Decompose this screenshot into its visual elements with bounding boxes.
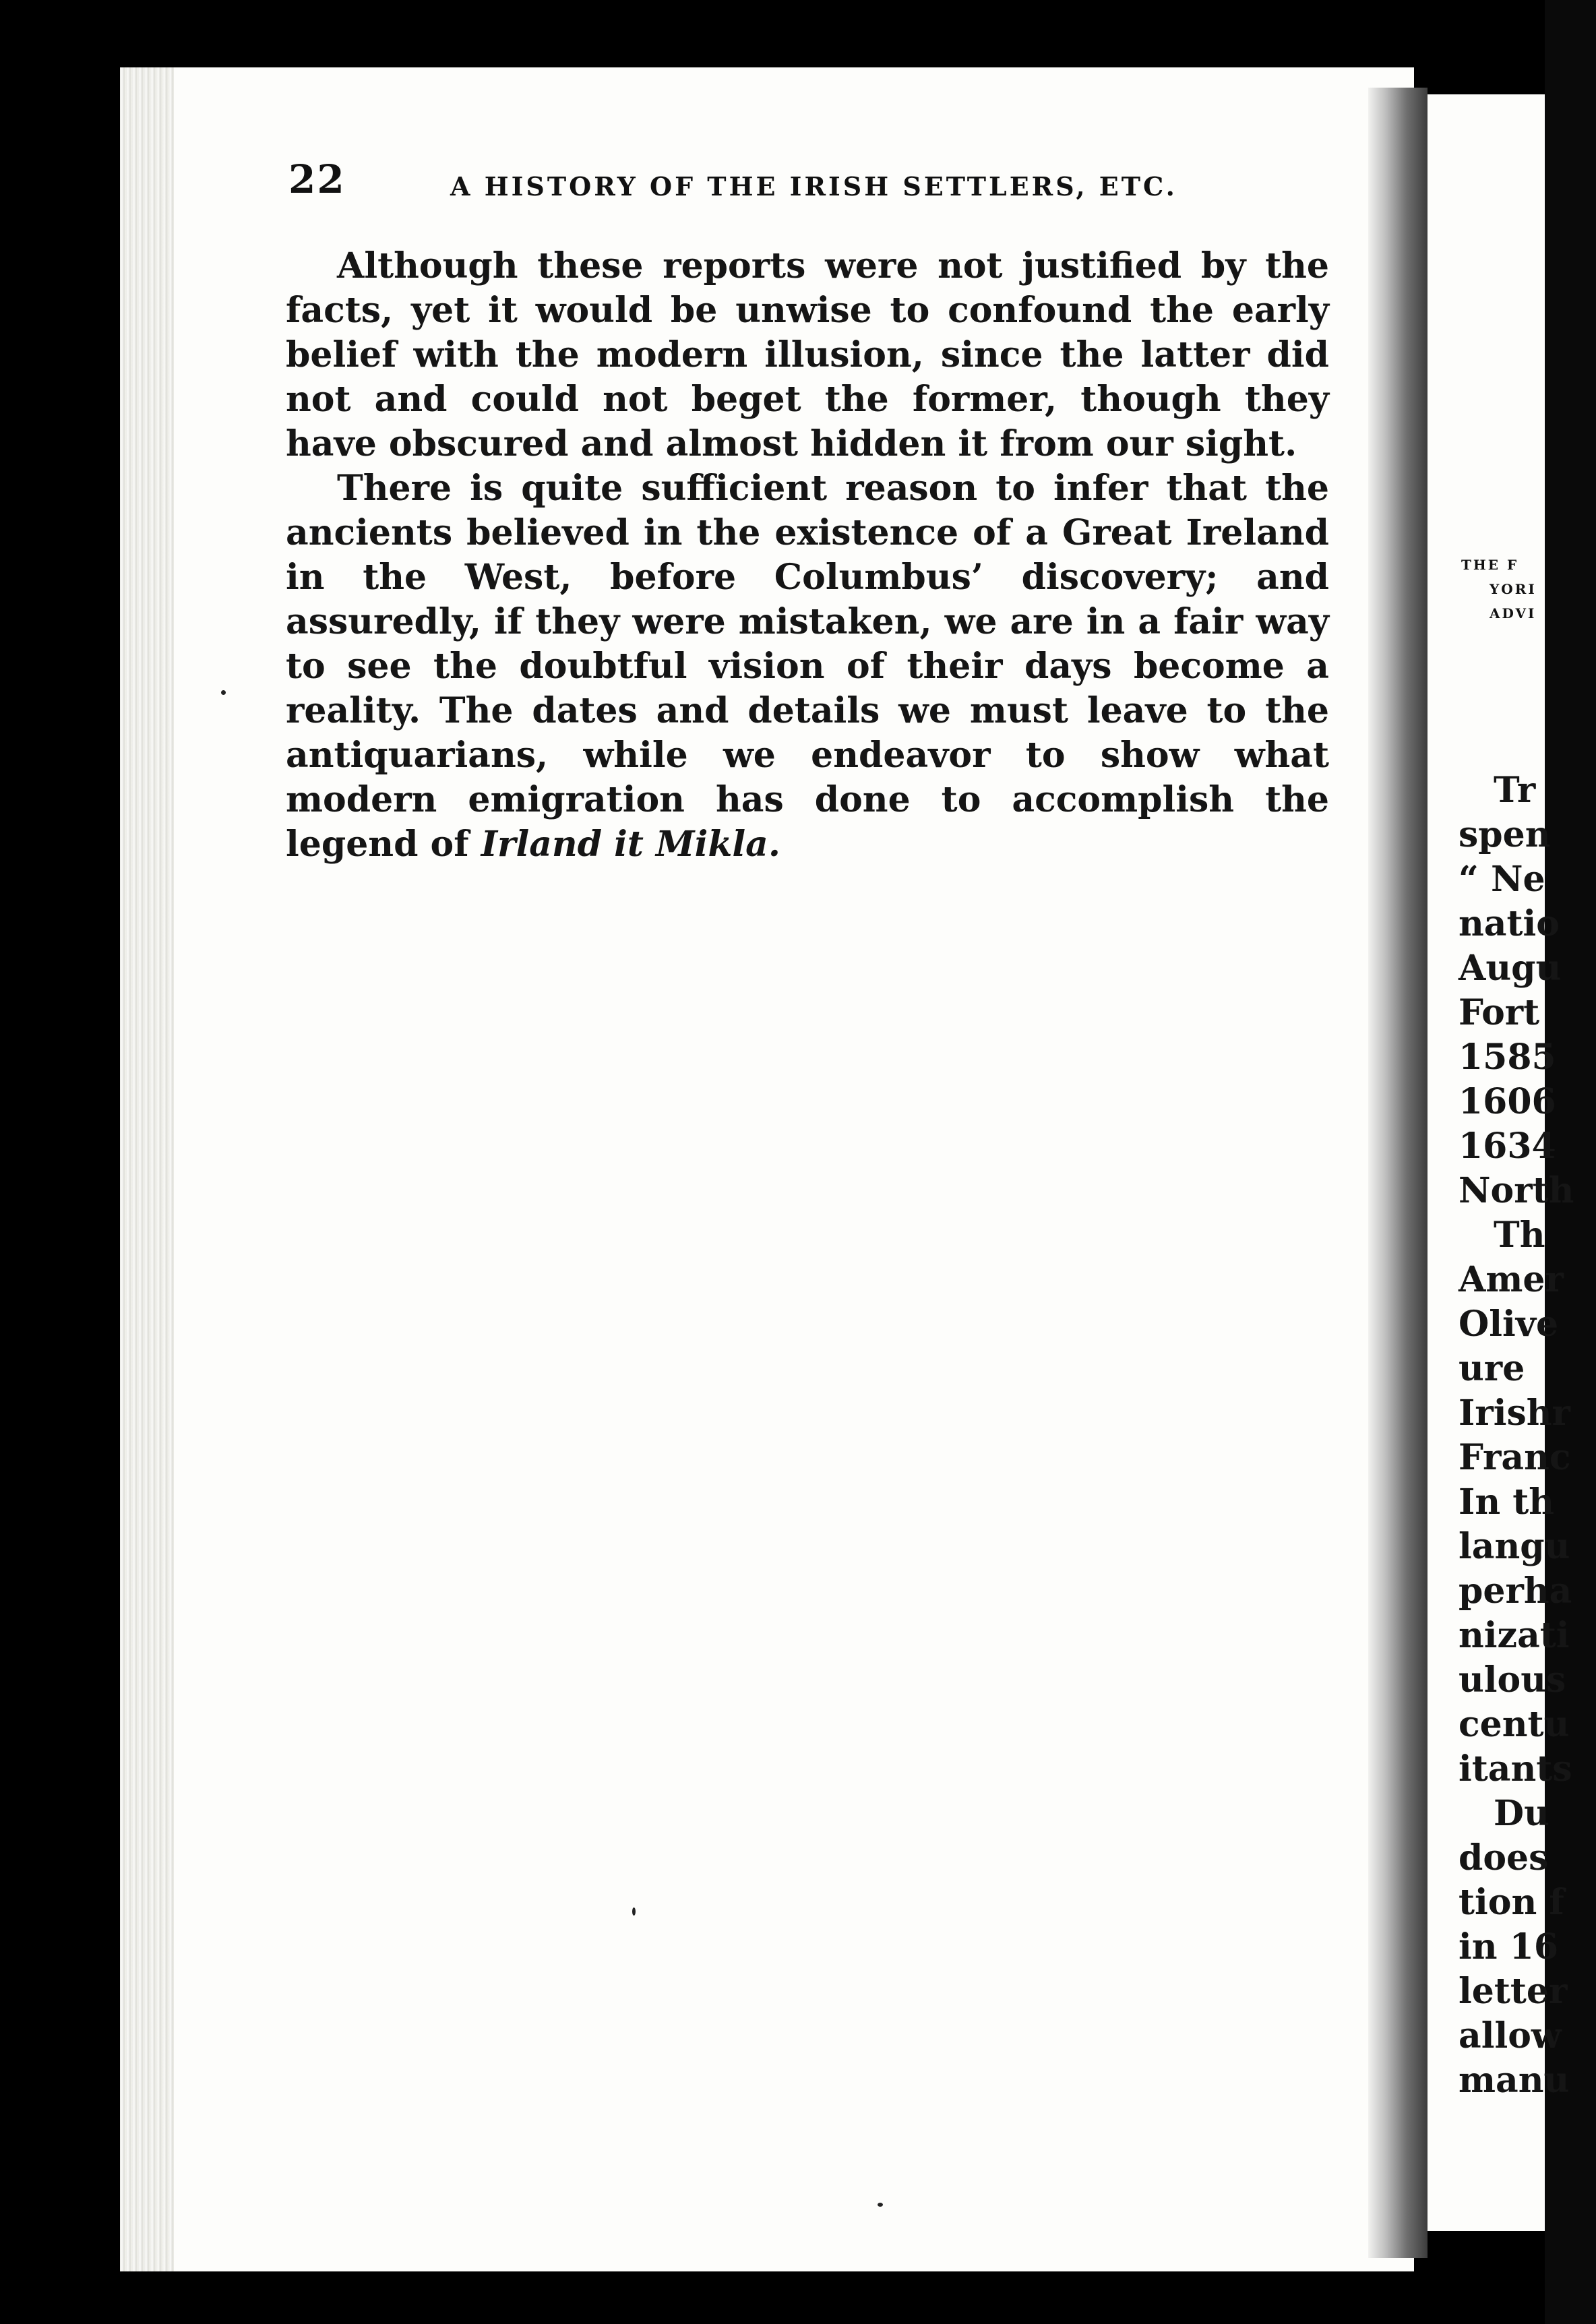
text-fragment: Du bbox=[1494, 1793, 1549, 1834]
text-fragment: Fort bbox=[1459, 992, 1540, 1033]
text-fragment: natio bbox=[1459, 903, 1560, 944]
text-fragment: does bbox=[1459, 1837, 1549, 1878]
text-fragment: Franc bbox=[1459, 1437, 1571, 1478]
text-fragment: tion f bbox=[1459, 1882, 1564, 1923]
text-fragment: 1606 bbox=[1459, 1081, 1556, 1122]
paragraph-2-text: There is quite sufficient reason to infer that the ancients believed in the existence of a Great Ireland in the West, before Columbus’ discovery; and assuredly, if they were mistaken, we are in a fair way to see the doubtful vision of their days become a reality. The dates and details we must leave to the antiquarians, while we endeavor to show what modern emigration has done to accomplish the legend of bbox=[286, 468, 1329, 865]
text-fragment: letter bbox=[1459, 1971, 1568, 2012]
text-fragment: centu bbox=[1459, 1704, 1570, 1745]
text-fragment: ure bbox=[1459, 1348, 1525, 1389]
text-fragment: “ Ne bbox=[1459, 859, 1545, 900]
text-fragment: 1634 bbox=[1459, 1126, 1556, 1167]
heading-line: THE F bbox=[1461, 557, 1519, 573]
right-page-heading bbox=[1461, 553, 1596, 625]
right-page bbox=[1428, 94, 1574, 2231]
text-fragment: 1585 bbox=[1459, 1037, 1556, 1078]
page-header bbox=[288, 156, 1326, 204]
text-fragment: perha bbox=[1459, 1570, 1572, 1612]
scan-speck bbox=[221, 690, 226, 695]
paragraph-1: Although these reports were not justified by the facts, yet it would be unwise to confound the early belief with the modern illusion, since the latter did not and could not beget the former, though they have obscured and almost hidden it from our sight. bbox=[286, 245, 1329, 464]
page-number: 22 bbox=[288, 156, 346, 202]
text-fragment: Irishr bbox=[1459, 1393, 1570, 1434]
paragraph-2 bbox=[286, 466, 1329, 867]
closing-italic: Irland it Mikla. bbox=[481, 824, 780, 865]
scan-speck bbox=[632, 1907, 636, 1916]
text-fragment: Tr bbox=[1494, 770, 1536, 811]
text-fragment: manu bbox=[1459, 2060, 1570, 2101]
page-edge bbox=[120, 67, 174, 2271]
text-fragment: In th bbox=[1459, 1481, 1555, 1523]
text-fragment: langu bbox=[1459, 1526, 1570, 1567]
text-fragment: allow bbox=[1459, 2015, 1562, 2056]
gutter-shadow bbox=[1368, 88, 1428, 2258]
text-fragment: itants bbox=[1459, 1748, 1572, 1790]
text-fragment: Augu bbox=[1459, 948, 1562, 989]
right-page-text bbox=[1459, 768, 1593, 2103]
body-text bbox=[286, 244, 1329, 867]
text-fragment: Th bbox=[1494, 1215, 1545, 1256]
text-fragment: nizati bbox=[1459, 1615, 1570, 1656]
text-fragment: Amer bbox=[1459, 1259, 1564, 1300]
heading-line: YORI bbox=[1490, 581, 1537, 597]
scan-speck bbox=[878, 2203, 883, 2207]
text-fragment: Olive bbox=[1459, 1304, 1559, 1345]
running-title: A HISTORY OF THE IRISH SETTLERS, ETC. bbox=[450, 171, 1177, 202]
text-fragment: North bbox=[1459, 1170, 1574, 1211]
text-fragment: ulous bbox=[1459, 1659, 1566, 1701]
text-fragment: in 16 bbox=[1459, 1926, 1559, 1967]
heading-line: ADVI bbox=[1490, 605, 1537, 621]
text-fragment: spen bbox=[1459, 814, 1551, 855]
